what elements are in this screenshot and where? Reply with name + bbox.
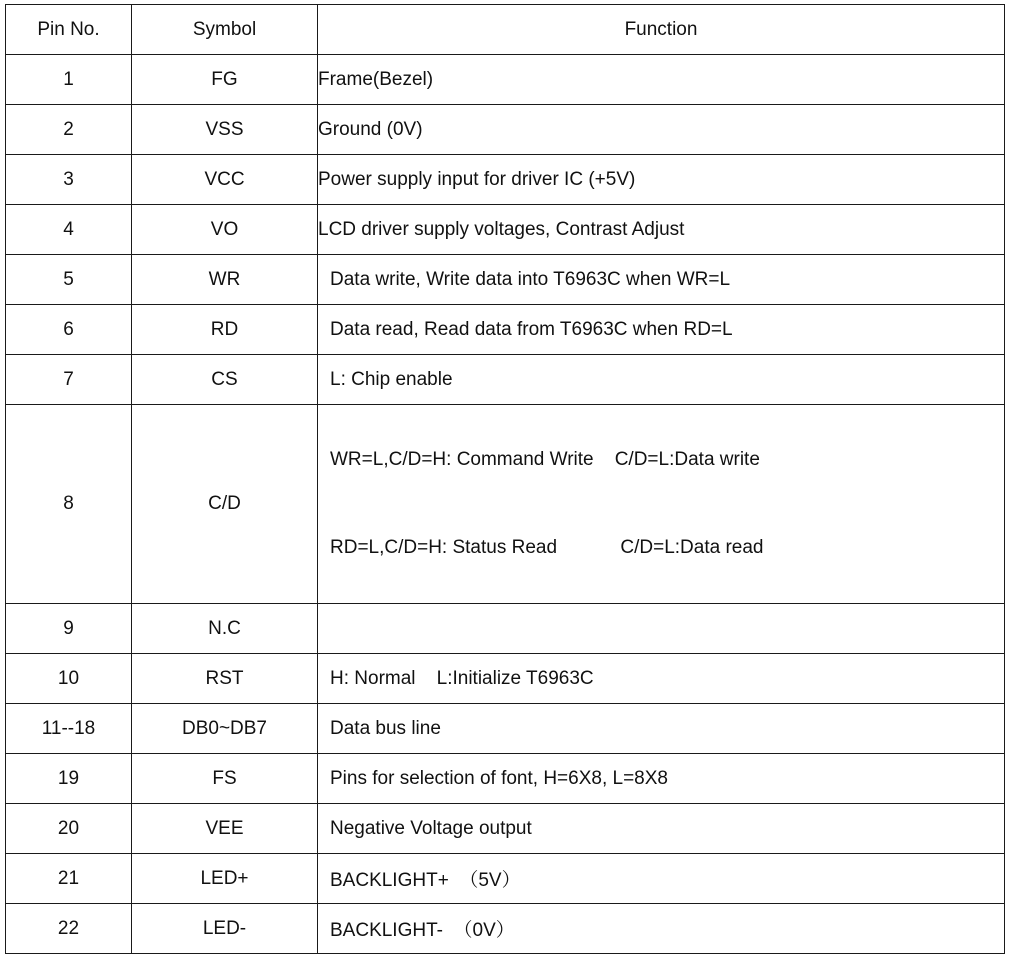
- symbol-cell: VO: [132, 205, 318, 255]
- function-cell: [318, 704, 1005, 754]
- table-row: [6, 105, 1005, 155]
- table-row: [6, 904, 1005, 954]
- pin-number-cell: 5: [6, 255, 132, 305]
- pin-number-cell: 8: [6, 405, 132, 604]
- symbol-cell: LED-: [132, 904, 318, 954]
- table-row: [6, 155, 1005, 205]
- function-text: Data write, Write data into T6963C when WR=L: [330, 268, 731, 290]
- pin-number-cell: 2: [6, 105, 132, 155]
- table-header-row: [6, 5, 1005, 55]
- function-text: RD=L,C/D=H: Status Read C/D=L:Data read: [330, 537, 764, 558]
- function-cell: [318, 105, 1005, 155]
- pin-number-cell: 4: [6, 205, 132, 255]
- table-row: [6, 205, 1005, 255]
- table-row: [6, 305, 1005, 355]
- function-text: BACKLIGHT+ （5V）: [330, 870, 521, 891]
- function-text: Pins for selection of font, H=6X8, L=8X8: [330, 767, 668, 789]
- function-cell: [318, 804, 1005, 854]
- function-text: BACKLIGHT- （0V）: [330, 920, 515, 941]
- function-text: Power supply input for driver IC (+5V): [318, 168, 636, 190]
- symbol-cell: RD: [132, 305, 318, 355]
- pin-assignment-table: [5, 4, 1005, 954]
- pin-number-cell: 21: [6, 854, 132, 904]
- function-cell: [318, 255, 1005, 305]
- function-text: H: Normal L:Initialize T6963C: [330, 667, 594, 689]
- function-cell: [318, 305, 1005, 355]
- header-symbol: Symbol: [132, 5, 318, 55]
- function-text: Data read, Read data from T6963C when RD=L: [330, 318, 733, 340]
- table-row: [6, 355, 1005, 405]
- function-cell: [318, 55, 1005, 105]
- function-cell: [318, 854, 1005, 904]
- function-cell: [318, 155, 1005, 205]
- function-cell: [318, 904, 1005, 954]
- pin-number-cell: 6: [6, 305, 132, 355]
- table-row: [6, 55, 1005, 105]
- symbol-cell: FS: [132, 754, 318, 804]
- symbol-cell: CS: [132, 355, 318, 405]
- function-cell: [318, 205, 1005, 255]
- symbol-cell: WR: [132, 255, 318, 305]
- table-row: [6, 754, 1005, 804]
- header-function: Function: [318, 5, 1005, 55]
- table-row: [6, 654, 1005, 704]
- pin-number-cell: 3: [6, 155, 132, 205]
- pin-number-cell: 22: [6, 904, 132, 954]
- symbol-cell: N.C: [132, 604, 318, 654]
- function-text: WR=L,C/D=H: Command Write C/D=L:Data write: [330, 449, 760, 470]
- table-row: [6, 255, 1005, 305]
- symbol-cell: VCC: [132, 155, 318, 205]
- symbol-cell: FG: [132, 55, 318, 105]
- function-text: LCD driver supply voltages, Contrast Adjust: [318, 218, 685, 240]
- function-cell: [318, 355, 1005, 405]
- function-cell: [318, 654, 1005, 704]
- function-cell: [318, 754, 1005, 804]
- function-text: Negative Voltage output: [330, 817, 532, 839]
- symbol-cell: VSS: [132, 105, 318, 155]
- pin-number-cell: 1: [6, 55, 132, 105]
- function-cell: [318, 604, 1005, 654]
- symbol-cell: RST: [132, 654, 318, 704]
- function-text: L: Chip enable: [330, 368, 453, 390]
- symbol-cell: C/D: [132, 405, 318, 604]
- header-pin-no: Pin No.: [6, 5, 132, 55]
- pin-number-cell: 20: [6, 804, 132, 854]
- pin-number-cell: 19: [6, 754, 132, 804]
- function-text: Frame(Bezel): [318, 68, 434, 90]
- table-row: [6, 604, 1005, 654]
- table-row: [6, 405, 1005, 604]
- table-row: [6, 804, 1005, 854]
- symbol-cell: LED+: [132, 854, 318, 904]
- pin-number-cell: 11--18: [6, 704, 132, 754]
- pin-number-cell: 10: [6, 654, 132, 704]
- function-text: Data bus line: [330, 717, 441, 739]
- function-text: Ground (0V): [318, 118, 423, 140]
- symbol-cell: VEE: [132, 804, 318, 854]
- pin-number-cell: 7: [6, 355, 132, 405]
- symbol-cell: DB0~DB7: [132, 704, 318, 754]
- function-cell: [318, 405, 1005, 604]
- pin-number-cell: 9: [6, 604, 132, 654]
- table-row: [6, 704, 1005, 754]
- table-row: [6, 854, 1005, 904]
